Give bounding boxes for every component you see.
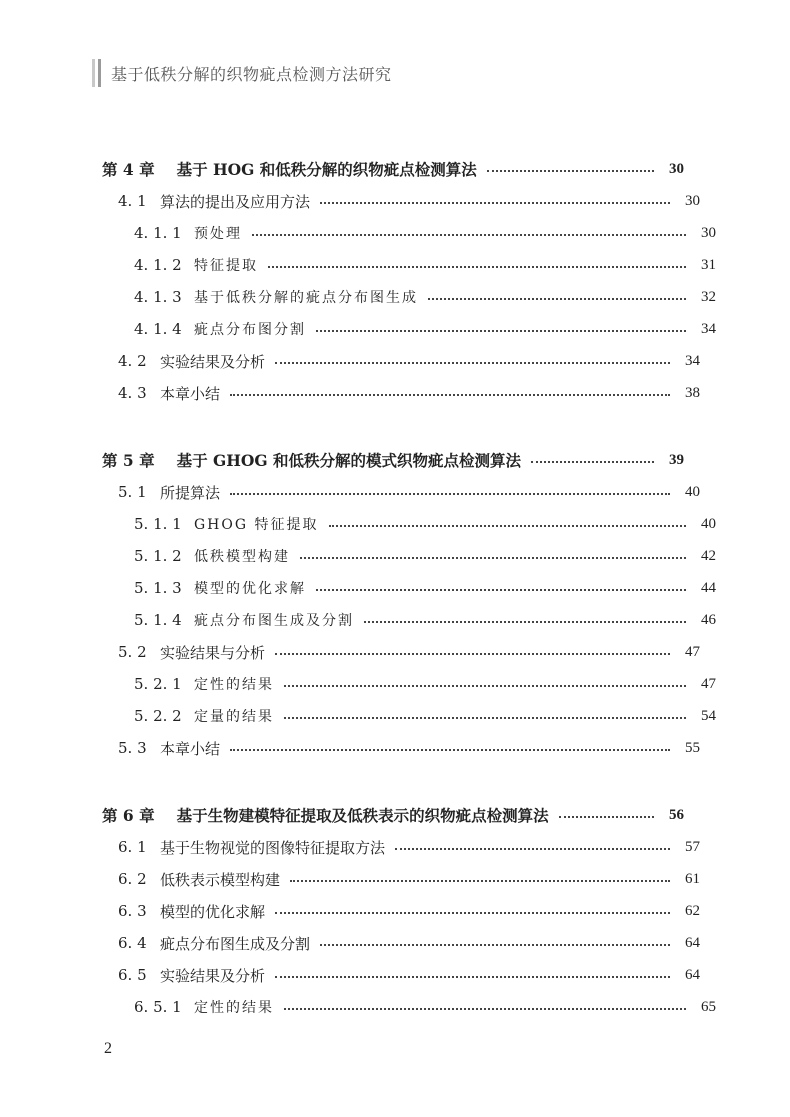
- toc-entry: [102, 379, 700, 407]
- dot-leader: [316, 589, 686, 591]
- toc-chapter-entry: [102, 801, 684, 829]
- toc-entry: [102, 897, 700, 925]
- toc-entry-number: 6. 1: [118, 838, 147, 856]
- toc-entry: [102, 865, 700, 893]
- toc-entry-page: 34: [701, 320, 716, 337]
- toc-entry-number: 第 4 章: [102, 160, 155, 179]
- toc-entry-page: 31: [701, 256, 716, 273]
- toc-entry-number: 第 5 章: [102, 451, 155, 470]
- dot-leader: [320, 944, 670, 946]
- dot-leader: [428, 298, 686, 300]
- toc-entry-number: 第 6 章: [102, 806, 155, 825]
- toc-entry-page: 42: [701, 547, 716, 564]
- toc-chapter-entry: [102, 155, 684, 183]
- dot-leader: [316, 330, 686, 332]
- toc-entry-title: 模型的优化求解: [160, 902, 266, 921]
- toc-entry-page: 55: [685, 739, 700, 756]
- toc-entry-title: 实验结果及分析: [160, 966, 266, 985]
- toc-entry-page: 61: [685, 870, 700, 887]
- dot-leader: [275, 362, 670, 364]
- toc-entry: [102, 993, 716, 1021]
- running-header: [92, 58, 392, 88]
- toc-entry-title: 算法的提出及应用方法: [160, 192, 311, 211]
- dot-leader: [284, 685, 686, 687]
- toc-entry-title: 本章小结: [160, 739, 221, 758]
- toc-entry-number: 5. 2. 1: [134, 675, 182, 693]
- toc-entry-page: 30: [685, 192, 700, 209]
- toc-entry-page: 62: [685, 902, 700, 919]
- toc-entry: [102, 670, 716, 698]
- dot-leader: [275, 653, 670, 655]
- toc-entry-page: 54: [701, 707, 716, 724]
- toc-entry-number: 4. 1: [118, 192, 147, 210]
- toc-entry-page: 44: [701, 579, 716, 596]
- dot-leader: [329, 525, 686, 527]
- toc-entry-title: GHOG 特征提取: [194, 517, 319, 533]
- dot-leader: [275, 976, 670, 978]
- toc-entry-page: 30: [669, 160, 684, 177]
- toc-entry-page: 47: [701, 675, 716, 692]
- toc-entry: [102, 283, 716, 311]
- dot-leader: [230, 394, 670, 396]
- toc-entry-page: 65: [701, 998, 716, 1015]
- toc-entry-title: 疵点分布图分割: [194, 322, 306, 338]
- dot-leader: [559, 816, 654, 818]
- toc-entry-page: 64: [685, 934, 700, 951]
- header-title: 基于低秩分解的织物疵点检测方法研究: [111, 64, 392, 84]
- toc-entry-number: 5. 1: [118, 483, 147, 501]
- toc-entry: [102, 542, 716, 570]
- header-bars-decoration: [92, 59, 101, 87]
- toc-entry-number: 4. 1. 4: [134, 320, 182, 338]
- toc-entry-title: 所提算法: [160, 483, 221, 502]
- toc-entry-page: 34: [685, 352, 700, 369]
- toc-chapter-entry: [102, 446, 684, 474]
- toc-entry-number: 6. 4: [118, 934, 147, 952]
- toc-entry-title: 模型的优化求解: [194, 581, 306, 597]
- page-number: 2: [104, 1040, 112, 1057]
- dot-leader: [364, 621, 686, 623]
- toc-entry: [102, 510, 716, 538]
- dot-leader: [320, 202, 670, 204]
- toc-entry-title: 本章小结: [160, 384, 221, 403]
- toc-entry-number: 5. 2: [118, 643, 147, 661]
- toc-entry-number: 4. 2: [118, 352, 147, 370]
- toc-entry-title: 低秩表示模型构建: [160, 870, 281, 889]
- toc-entry-page: 30: [701, 224, 716, 241]
- dot-leader: [531, 461, 654, 463]
- toc-entry: [102, 833, 700, 861]
- toc-entry-title: 实验结果与分析: [160, 643, 266, 662]
- toc-entry-number: 6. 3: [118, 902, 147, 920]
- toc-entry-number: 6. 5. 1: [134, 998, 182, 1016]
- toc-entry-title: 基于生物视觉的图像特征提取方法: [160, 838, 386, 857]
- toc-entry: [102, 574, 716, 602]
- toc-entry-page: 40: [685, 483, 700, 500]
- toc-entry-title: 基于生物建模特征提取及低秩表示的织物疵点检测算法: [176, 806, 549, 825]
- toc-entry: [102, 219, 716, 247]
- toc-entry-page: 57: [685, 838, 700, 855]
- toc-entry-title: 基于低秩分解的疵点分布图生成: [194, 290, 418, 306]
- toc-entry-number: 4. 1. 1: [134, 224, 182, 242]
- toc-entry: [102, 347, 700, 375]
- dot-leader: [268, 266, 686, 268]
- toc-entry-number: 6. 2: [118, 870, 147, 888]
- toc-entry-number: 5. 1. 2: [134, 547, 182, 565]
- dot-leader: [230, 493, 670, 495]
- toc-entry-title: 疵点分布图生成及分割: [194, 613, 354, 629]
- toc-entry-page: 46: [701, 611, 716, 628]
- toc-entry-page: 56: [669, 806, 684, 823]
- dot-leader: [290, 880, 670, 882]
- dot-leader: [252, 234, 686, 236]
- toc-entry: [102, 478, 700, 506]
- toc-entry-title: 基于 HOG 和低秩分解的织物疵点检测算法: [176, 160, 477, 179]
- toc-entry-number: 5. 3: [118, 739, 147, 757]
- toc-entry-page: 32: [701, 288, 716, 305]
- dot-leader: [487, 170, 654, 172]
- toc-entry-title: 定量的结果: [194, 709, 274, 725]
- dot-leader: [395, 848, 670, 850]
- toc-entry: [102, 606, 716, 634]
- toc-entry-title: 预处理: [194, 226, 242, 242]
- toc-entry: [102, 929, 700, 957]
- dot-leader: [300, 557, 686, 559]
- dot-leader: [275, 912, 670, 914]
- toc-entry-number: 5. 2. 2: [134, 707, 182, 725]
- toc-entry-number: 6. 5: [118, 966, 147, 984]
- toc-entry-title: 低秩模型构建: [194, 549, 290, 565]
- toc-entry: [102, 961, 700, 989]
- toc-entry: [102, 638, 700, 666]
- toc-entry-number: 5. 1. 3: [134, 579, 182, 597]
- dot-leader: [284, 717, 686, 719]
- toc-entry: [102, 702, 716, 730]
- toc-entry-page: 40: [701, 515, 716, 532]
- toc-entry-title: 定性的结果: [194, 677, 274, 693]
- dot-leader: [230, 749, 670, 751]
- toc-entry-number: 4. 1. 3: [134, 288, 182, 306]
- toc-entry: [102, 315, 716, 343]
- toc-entry-title: 基于 GHOG 和低秩分解的模式织物疵点检测算法: [176, 451, 521, 470]
- toc-entry-title: 特征提取: [194, 258, 258, 274]
- toc-entry: [102, 187, 700, 215]
- toc-entry-page: 38: [685, 384, 700, 401]
- dot-leader: [284, 1008, 686, 1010]
- toc-entry-title: 疵点分布图生成及分割: [160, 934, 311, 953]
- toc-entry-title: 实验结果及分析: [160, 352, 266, 371]
- toc-entry-page: 64: [685, 966, 700, 983]
- toc-entry: [102, 734, 700, 762]
- toc-entry-title: 定性的结果: [194, 1000, 274, 1016]
- toc-entry-number: 4. 3: [118, 384, 147, 402]
- toc-entry-number: 4. 1. 2: [134, 256, 182, 274]
- toc-entry-number: 5. 1. 4: [134, 611, 182, 629]
- toc-entry-number: 5. 1. 1: [134, 515, 182, 533]
- toc-entry-page: 39: [669, 451, 684, 468]
- toc-entry: [102, 251, 716, 279]
- toc-entry-page: 47: [685, 643, 700, 660]
